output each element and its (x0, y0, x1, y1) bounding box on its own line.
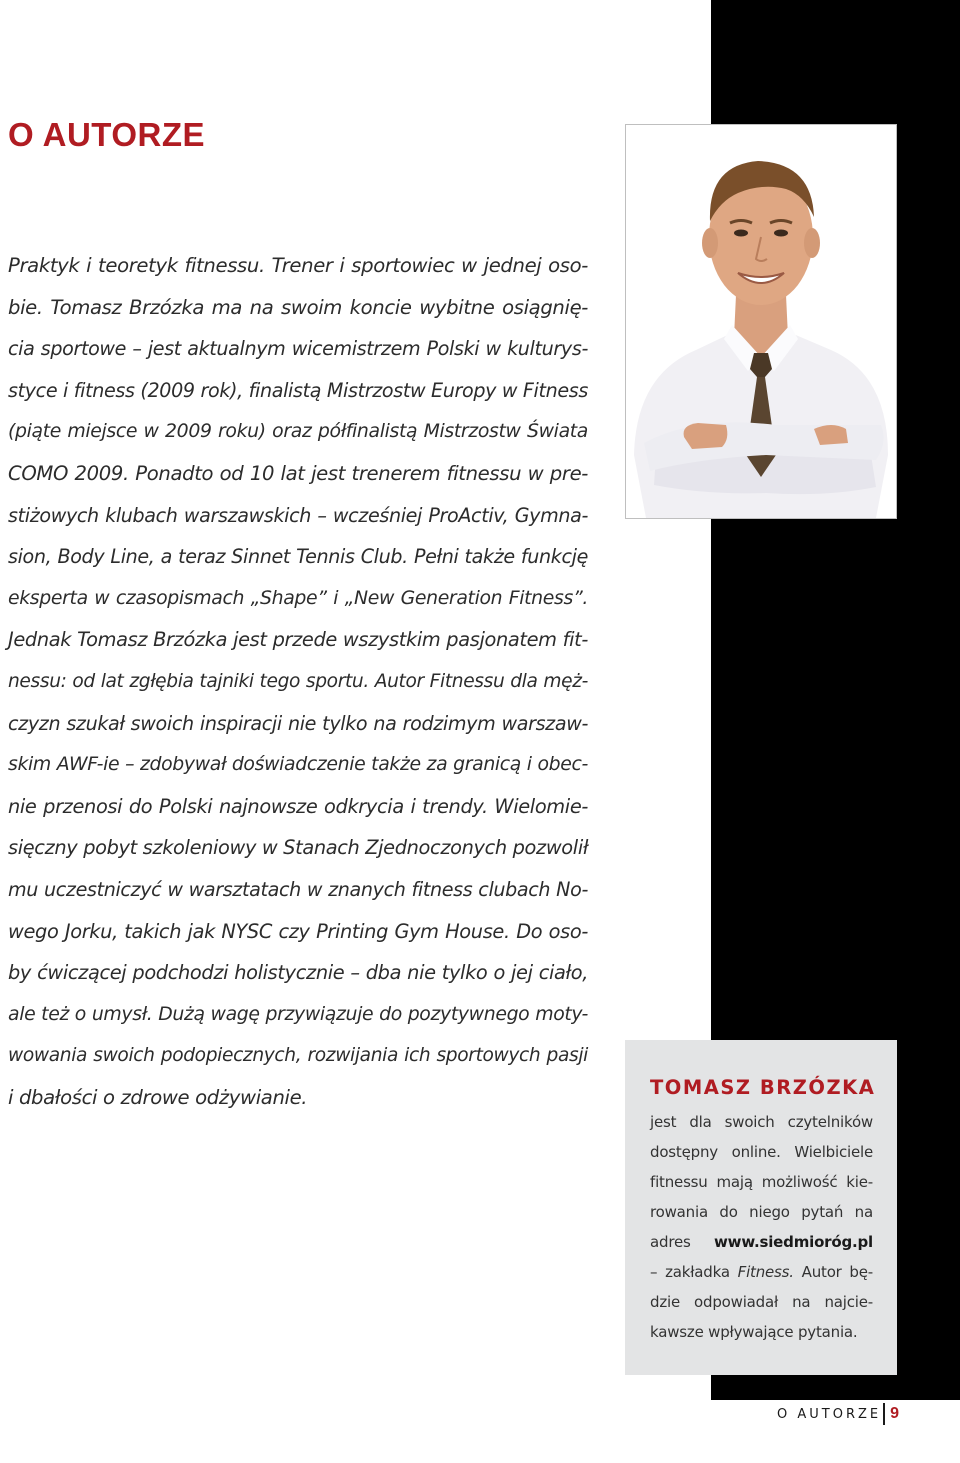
footer-section-label: O AUTORZE (777, 1406, 882, 1422)
tab-prefix: – zakładka (650, 1263, 730, 1281)
contact-line: kawsze wpływające pytania. (650, 1323, 858, 1341)
bio-line: styce i fitness (2009 rok), finalistą Mistrzostw Europy w Fitness (8, 378, 588, 402)
contact-info-text (650, 1107, 873, 1347)
contact-line: rowania do niego pytań na (650, 1203, 873, 1221)
author-contact-box (625, 1040, 897, 1375)
bio-line: nie przenosi do Polski najnowsze odkrycia i trendy. Wielomie- (8, 794, 588, 818)
tab-suffix: Autor bę- (801, 1263, 873, 1281)
page-number: 9 (890, 1405, 900, 1422)
bio-line: skim AWF-ie – zdobywał doświadczenie także za granicą i obec- (8, 754, 588, 776)
bio-line: i dbałości o zdrowe odżywianie. (8, 1085, 308, 1109)
address-prefix: adres (650, 1233, 691, 1251)
contact-line (650, 1227, 873, 1257)
bio-line: wowania swoich podopiecznych, rozwijania ich sportowych pasji (8, 1045, 588, 1067)
website-link[interactable]: www.siedmioróg.pl (714, 1233, 873, 1251)
contact-line (650, 1257, 873, 1287)
bio-line: mu uczestniczyć w warsztatach w znanych fitness clubach No- (8, 877, 588, 901)
bio-line: cia sportowe – jest aktualnym wicemistrzem Polski w kulturys- (8, 337, 588, 361)
contact-line: dzie odpowiadał na najcie- (650, 1293, 873, 1311)
author-name: TOMASZ BRZÓZKA (650, 1076, 876, 1099)
bio-line: wego Jorku, takich jak NYSC czy Printing Gym House. Do oso- (8, 919, 588, 943)
page-footer (777, 1402, 899, 1426)
contact-line: jest dla swoich czytelników (650, 1113, 873, 1131)
bio-line: stiżowych klubach warszawskich – wcześniej ProActiv, Gymna- (8, 503, 588, 527)
footer-divider (883, 1403, 885, 1425)
author-photo (625, 124, 897, 519)
contact-line: dostępny online. Wielbiciele (650, 1143, 873, 1161)
bio-line: Jednak Tomasz Brzózka jest przede wszystkim pasjonatem fit- (8, 628, 588, 652)
bio-line: ale też o umysł. Dużą wagę przywiązuje do pozytywnego moty- (8, 1003, 588, 1025)
bio-line: sion, Body Line, a teraz Sinnet Tennis Club. Pełni także funkcję (8, 545, 588, 569)
bio-line: bie. Tomasz Brzózka ma na swoim koncie wybitne osiągnię- (8, 295, 588, 319)
bio-line: nessu: od lat zgłębia tajniki tego sportu. Autor Fitnessu dla męż- (8, 670, 588, 692)
tab-name: Fitness. (737, 1263, 794, 1281)
author-bio-text (8, 245, 588, 1118)
bio-line: by ćwiczącej podchodzi holistycznie – dba nie tylko o jej ciało, (8, 961, 588, 985)
bio-line: eksperta w czasopismach „Shape” i „New Generation Fitness”. (8, 587, 588, 609)
bio-line: czyzn szukał swoich inspiracji nie tylko na rodzimym warszaw- (8, 711, 588, 735)
contact-line: fitnessu mają możliwość kie- (650, 1173, 873, 1191)
bio-line: (piąte miejsce w 2009 roku) oraz półfinalistą Mistrzostw Świata (8, 421, 588, 443)
page-title: O AUTORZE (8, 116, 206, 153)
bio-line: COMO 2009. Ponadto od 10 lat jest trenerem fitnessu w pre- (8, 461, 588, 485)
bio-line: Praktyk i teoretyk fitnessu. Trener i sportowiec w jednej oso- (8, 254, 588, 277)
bio-line: sięczny pobyt szkoleniowy w Stanach Zjednoczonych pozwolił (8, 836, 589, 860)
